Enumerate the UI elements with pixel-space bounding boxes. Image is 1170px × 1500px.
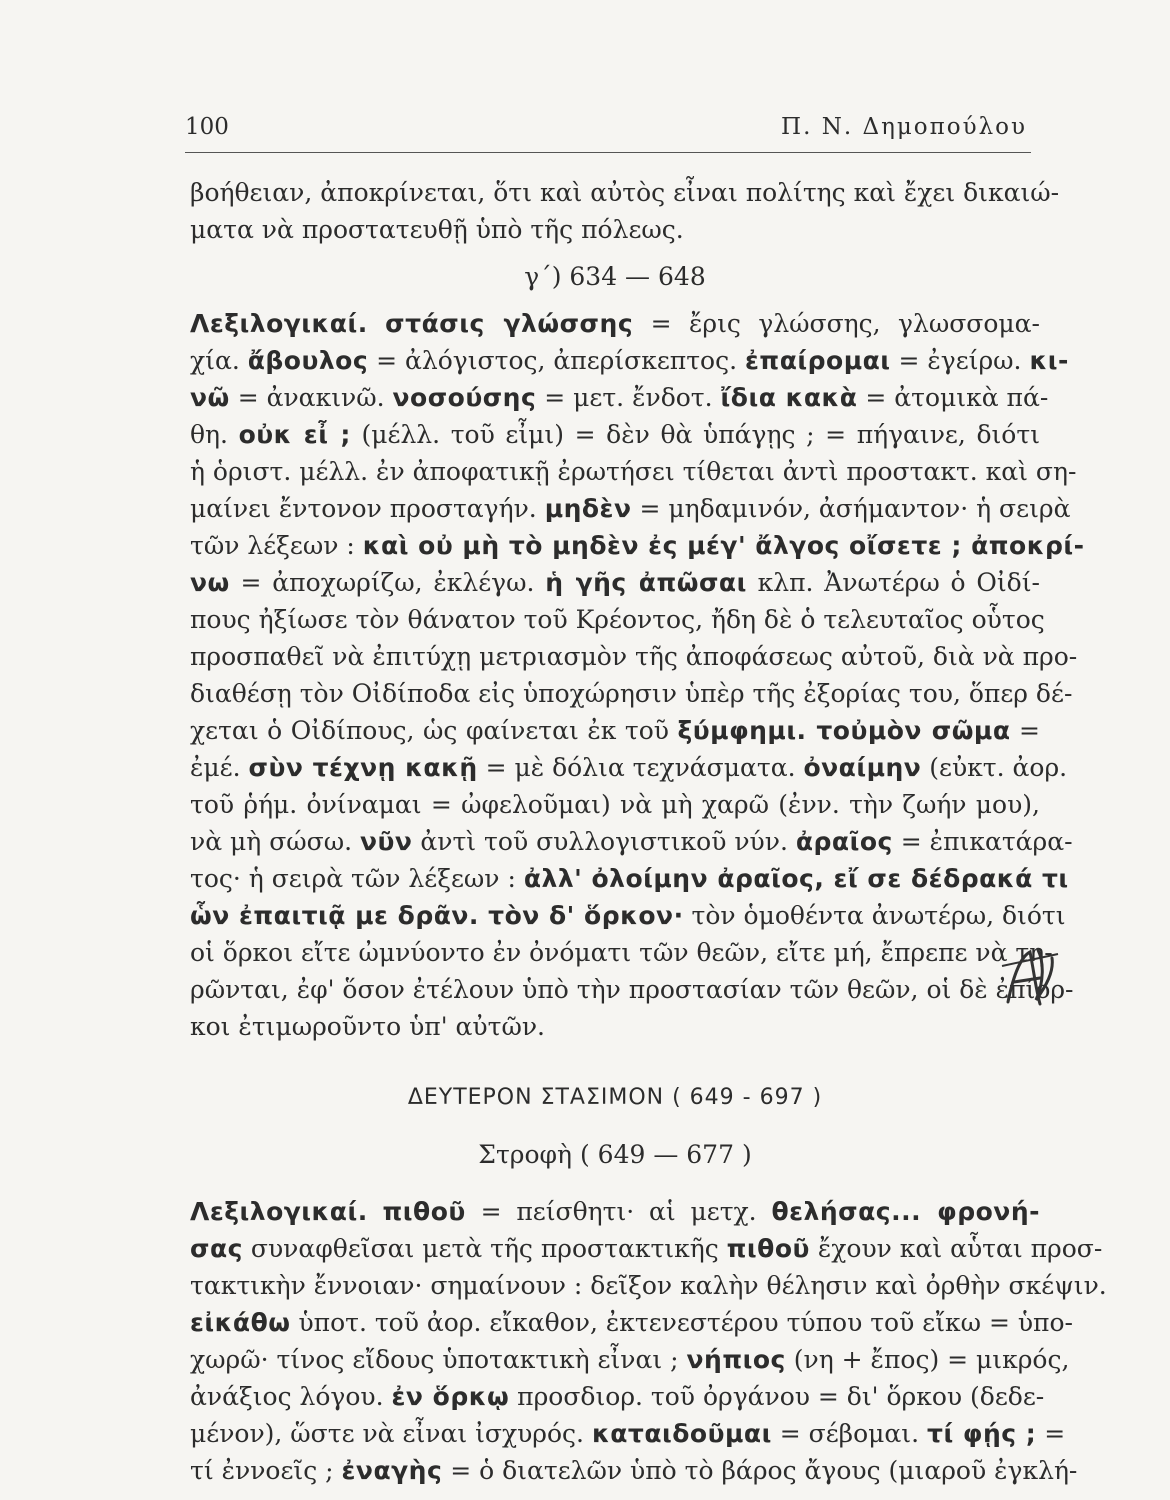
bold-term: πιθοῦ [726,1234,810,1263]
bold-term: μηδὲν [544,494,632,523]
text-run: προσπαθεῖ νὰ ἐπιτύχῃ μετριασμὸν τῆς ἀποφάσεως αὐτοῦ, διὰ νὰ προ- [190,642,1078,671]
text-run: οἱ ὅρκοι εἴτε ὠμνύοντο ἐν ὀνόματι τῶν θεῶν, εἴτε μή, ἔπρεπε νὰ τη- [190,938,1053,967]
bold-term: ὀναίμην [803,753,922,782]
bold-term: κι- [1029,346,1069,375]
bold-term: πιθοῦ [382,1197,466,1226]
handwritten-initials-mark [1000,942,1060,1012]
bold-term: ὧν ἐπαιτιᾷ με δρᾶν. τὸν δ' ὅρκον· [190,901,684,930]
text-line [190,860,1069,897]
text-run: ἡ ὁριστ. μέλλ. ἐν ἀποφατικῇ ἐρωτήσει τίθεται ἀντὶ προστακτ. καὶ ση- [190,457,1077,486]
paragraph-lexical-notes-1 [190,305,1085,1045]
bold-term: ἀραῖος [795,827,893,856]
bold-term: νήπιος [686,1345,786,1374]
bold-term: σας [190,1234,243,1263]
paragraph-intro [190,174,1060,248]
text-run: ἐμέ. [190,753,249,782]
text-run: (εὐκτ. ἀορ. [921,753,1068,782]
section-subheading-strophe: Στροφὴ ( 649 — 677 ) [478,1140,752,1169]
text-run: τὸν ὁμοθέντα ἀνωτέρω, διότι [683,901,1066,930]
bold-term: εἰκάθω [190,1308,291,1337]
text-run: ρῶνται, ἐφ' ὅσον ἐτέλουν ὑπὸ τὴν προστασίαν τῶν θεῶν, οἱ δὲ ἐπίορ- [190,975,1074,1004]
text-run: συναφθεῖσαι μετὰ τῆς προστακτικῆς [242,1234,727,1263]
section-heading-gamma: γ΄) 634 — 648 [524,262,706,291]
text-run: = μετ. ἔνδοτ. [536,383,721,412]
bold-term: Λεξιλογικαί. [190,309,368,338]
text-run: προσδιορ. τοῦ ὀργάνου = δι' ὅρκου (δεδε- [509,1382,1045,1411]
text-run: = [1010,716,1040,745]
text-line [190,1193,1040,1230]
text-line [190,749,1068,786]
text-line [190,897,1066,934]
text-run: = [1036,1419,1066,1448]
text-run: κλπ. Ἀνωτέρω ὁ Οἰδί- [746,568,1040,597]
text-run: θη. [190,420,239,449]
text-run: ἀντὶ τοῦ συλλογιστικοῦ νύν. [412,827,796,856]
text-line [190,786,1040,823]
text-line [190,1267,1107,1304]
text-run: = ἐγείρω. [890,346,1030,375]
text-run: μαίνει ἔντονον προσταγήν. [190,494,545,523]
bold-term: ἄβουλος [247,346,369,375]
bold-term: στάσις γλώσσης [385,309,634,338]
text-run: = ἔρις γλώσσης, γλωσσομα- [633,309,1040,338]
text-run: κοι ἐτιμωροῦντο ὑπ' αὐτῶν. [190,1012,545,1041]
text-run: = ἀλόγιστος, ἀπερίσκεπτος. [368,346,746,375]
text-line [190,1304,1073,1341]
text-run: ἀνάξιος λόγου. [190,1382,392,1411]
text-run: = ἀνακινῶ. [229,383,393,412]
text-run: = σέβομαι. [771,1419,928,1448]
paragraph-lexical-notes-2 [190,1193,1107,1489]
text-run: = μηδαμινόν, ἀσήμαντον· ἡ σειρὰ [631,494,1071,523]
text-line [190,527,1085,564]
bold-term: θελήσας... φρονή- [771,1197,1040,1226]
bold-term: ἐν ὅρκῳ [391,1382,510,1411]
text-run: τακτικὴν ἔννοιαν· σημαίνουν : δεῖξον καλὴν θέλησιν καὶ ὀρθὴν σκέψιν. [190,1271,1107,1300]
text-run: χωρῶ· τίνος εἴδους ὑποτακτικὴ εἶναι ; [190,1345,687,1374]
page-number: 100 [185,114,229,140]
text-line [190,342,1069,379]
text-run: πους ἠξίωσε τὸν θάνατον τοῦ Κρέοντος, ἤδη δὲ ὁ τελευταῖος οὗτος [190,605,1045,634]
text-line [190,601,1045,638]
bold-term: νῦν [360,827,413,856]
text-run: = ἐπικατάρα- [892,827,1073,856]
text-line: ματα νὰ προστατευθῇ ὑπὸ τῆς πόλεως. [190,215,684,244]
text-line [190,1341,1070,1378]
bold-term: καταιδοῦμαι [591,1419,772,1448]
text-line [190,1008,1040,1045]
text-line [190,305,1040,342]
text-run [368,309,385,338]
bold-term: ἐναγὴς [341,1456,443,1485]
bold-term: ξύμφημι. τοὐμὸν σῶμα [677,716,1011,745]
text-line [190,490,1071,527]
text-line: βοήθειαν, ἀποκρίνεται, ὅτι καὶ αὐτὸς εἶναι πολίτης καὶ ἔχει δικαιώ- [190,178,1060,207]
text-run: = ὁ διατελῶν ὑπὸ τὸ βάρος ἄγους (μιαροῦ ἐγκλή- [442,1456,1078,1485]
text-run: νὰ μὴ σώσω. [190,827,360,856]
text-run: ἔχουν καὶ αὗται προσ- [809,1234,1103,1263]
bold-term: ἀλλ' ὀλοίμην ἀραῖος, εἴ σε δέδρακά τι [523,864,1069,893]
text-line [190,416,1040,453]
section-heading-stasimon: ΔΕΥΤΕΡΟΝ ΣΤΑΣΙΜΟΝ ( 649 - 697 ) [407,1085,823,1110]
text-run: ὑποτ. τοῦ ἀορ. εἴκαθον, ἐκτενεστέρου τύπου τοῦ εἴκω = ὑπο- [290,1308,1073,1337]
text-line [190,1230,1103,1267]
page-header [185,112,1031,153]
text-run: χία. [190,346,248,375]
text-run: = πείσθητι· αἱ μετχ. [465,1197,772,1226]
bold-term: ἡ γῆς ἀπῶσαι [545,568,747,597]
text-run: = ἀτομικὰ πά- [857,383,1049,412]
bold-term: νοσούσης [392,383,537,412]
text-run: = μὲ δόλια τεχνάσματα. [477,753,804,782]
bold-term: ἐπαίρομαι [745,346,891,375]
bold-term: τί φῄς ; [927,1419,1037,1448]
text-run: μένον), ὥστε νὰ εἶναι ἰσχυρός. [190,1419,592,1448]
text-line [190,564,1040,601]
text-run [368,1197,383,1226]
bold-term: Λεξιλογικαί. [190,1197,368,1226]
text-run: τῶν λέξεων : [190,531,363,560]
text-line [190,712,1040,749]
bold-term: ἴδια κακὰ [720,383,858,412]
page-body [190,174,1107,1489]
text-line [190,379,1049,416]
text-run: τος· ἡ σειρὰ τῶν λέξεων : [190,864,524,893]
text-run: (νη + ἔπος) = μικρός, [785,1345,1070,1374]
text-line [190,1415,1066,1452]
running-head: Π. Ν. Δημοπούλου [781,114,1027,140]
bold-term: νῶ [190,383,230,412]
bold-term: νω [190,568,230,597]
text-run: = ἀποχωρίζω, ἐκλέγω. [229,568,546,597]
text-run: τί ἐννοεῖς ; [190,1456,342,1485]
text-line [190,453,1077,490]
text-line [190,971,1074,1008]
text-run: (μέλλ. τοῦ εἶμι) = δὲν θὰ ὑπάγῃς ; = πήγαινε, διότι [350,420,1040,449]
text-line [190,1378,1045,1415]
text-line [190,638,1078,675]
bold-term: καὶ οὐ μὴ τὸ μηδὲν ἐς μέγ' ἄλγος οἴσετε ; ἀποκρί- [362,531,1085,560]
text-run: διαθέσῃ τὸν Οἰδίποδα εἰς ὑποχώρησιν ὑπὲρ τῆς ἐξορίας του, ὅπερ δέ- [190,679,1073,708]
text-line [190,1452,1078,1489]
bold-term: σὺν τέχνῃ κακῇ [248,753,478,782]
text-run: τοῦ ῥήμ. ὀνίναμαι = ὠφελοῦμαι) νὰ μὴ χαρῶ (ἐνν. τὴν ζωήν μου), [190,790,1040,819]
text-line [190,675,1073,712]
bold-term: οὐκ εἶ ; [238,420,351,449]
text-run: χεται ὁ Οἰδίπους, ὡς φαίνεται ἐκ τοῦ [190,716,678,745]
text-line [190,823,1073,860]
text-line [190,934,1053,971]
